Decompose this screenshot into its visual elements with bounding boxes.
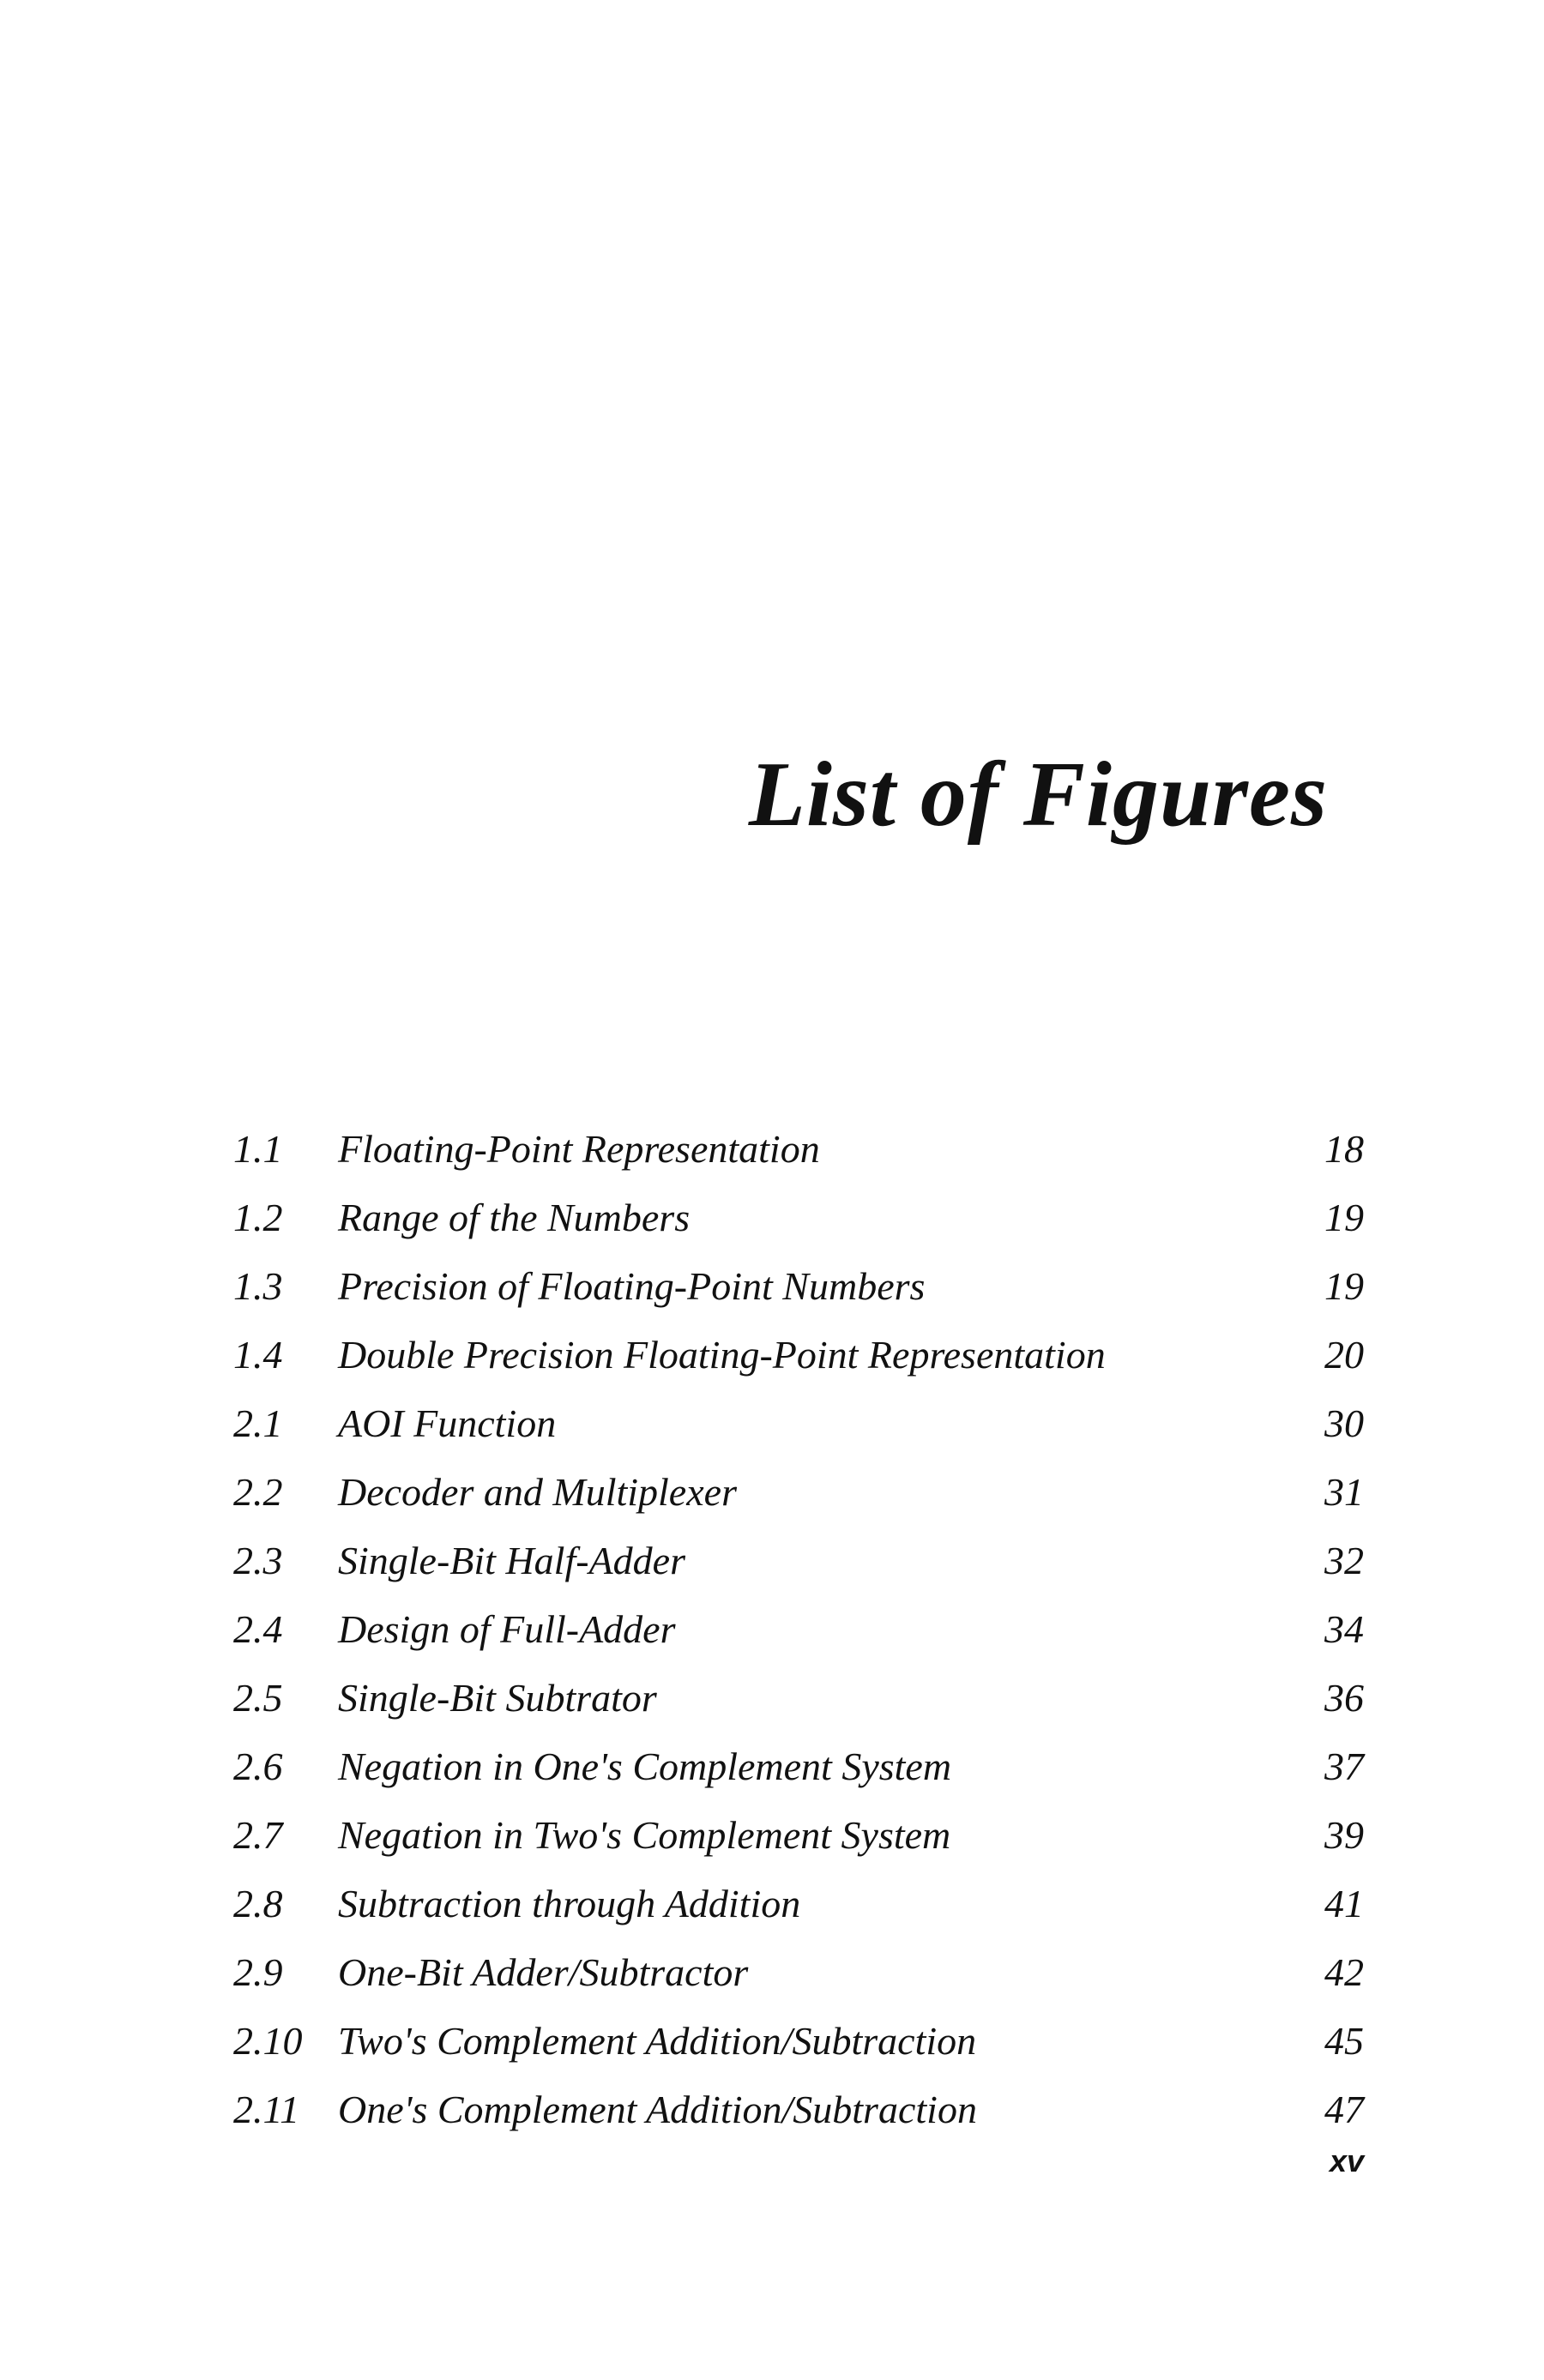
figure-entry <box>0 1527 1544 1595</box>
figure-title: Double Precision Floating-Point Representation <box>338 1333 1106 1377</box>
figure-entry <box>0 1664 1544 1732</box>
figure-title: Precision of Floating-Point Numbers <box>338 1264 926 1308</box>
figure-number: 2.6 <box>233 1744 283 1788</box>
figure-title: Single-Bit Subtrator <box>338 1676 657 1720</box>
figure-entry <box>0 1732 1544 1801</box>
figure-list <box>0 1115 1544 2144</box>
page-folio: xv <box>1329 2143 1364 2178</box>
figure-entry <box>0 1115 1544 1184</box>
figure-page-number: 32 <box>1324 1539 1364 1582</box>
figure-title: One's Complement Addition/Subtraction <box>338 2088 977 2131</box>
figure-page-number: 18 <box>1324 1127 1364 1171</box>
figure-number: 2.11 <box>233 2088 300 2131</box>
figure-title: Range of the Numbers <box>338 1196 691 1239</box>
figure-page-number: 20 <box>1324 1333 1364 1377</box>
page-title: List of Figures <box>748 744 1328 847</box>
figure-number: 2.1 <box>233 1401 283 1445</box>
figure-number: 2.5 <box>233 1676 283 1720</box>
figure-entry <box>0 1321 1544 1389</box>
figure-page-number: 41 <box>1324 1882 1364 1925</box>
figure-entry <box>0 1801 1544 1870</box>
figure-entry <box>0 2007 1544 2076</box>
figure-title: Subtraction through Addition <box>338 1882 801 1925</box>
figure-page-number: 19 <box>1324 1264 1364 1308</box>
figure-title: Single-Bit Half-Adder <box>338 1539 685 1582</box>
figure-page-number: 36 <box>1324 1676 1364 1720</box>
figure-page-number: 19 <box>1324 1196 1364 1239</box>
figure-entry <box>0 1184 1544 1252</box>
figure-title: Decoder and Multiplexer <box>338 1470 737 1514</box>
figure-page-number: 45 <box>1324 2019 1364 2063</box>
figure-number: 2.2 <box>233 1470 283 1514</box>
figure-number: 1.4 <box>233 1333 283 1377</box>
figure-page-number: 37 <box>1324 1744 1364 1788</box>
figure-entry <box>0 1595 1544 1664</box>
figure-entry <box>0 1870 1544 1938</box>
figure-title: One-Bit Adder/Subtractor <box>338 1950 749 1994</box>
figure-page-number: 47 <box>1324 2088 1364 2131</box>
figure-title: AOI Function <box>338 1401 557 1445</box>
figure-number: 2.7 <box>233 1813 283 1857</box>
figure-number: 1.2 <box>233 1196 283 1239</box>
figure-number: 2.10 <box>233 2019 303 2063</box>
figure-title: Negation in One's Complement System <box>338 1744 952 1788</box>
figure-number: 1.3 <box>233 1264 283 1308</box>
figure-entry <box>0 1458 1544 1527</box>
figure-page-number: 31 <box>1324 1470 1364 1514</box>
figure-page-number: 34 <box>1324 1607 1364 1651</box>
figure-page-number: 30 <box>1324 1401 1364 1445</box>
figure-title: Two's Complement Addition/Subtraction <box>338 2019 977 2063</box>
figure-page-number: 42 <box>1324 1950 1364 1994</box>
figure-title: Negation in Two's Complement System <box>338 1813 951 1857</box>
figure-number: 2.4 <box>233 1607 283 1651</box>
figure-entry <box>0 1938 1544 2007</box>
figure-number: 2.8 <box>233 1882 283 1925</box>
figure-number: 1.1 <box>233 1127 283 1171</box>
figure-entry <box>0 2076 1544 2144</box>
figure-entry <box>0 1252 1544 1321</box>
figure-title: Floating-Point Representation <box>338 1127 820 1171</box>
figure-number: 2.3 <box>233 1539 283 1582</box>
figure-number: 2.9 <box>233 1950 283 1994</box>
figure-page-number: 39 <box>1324 1813 1364 1857</box>
figure-title: Design of Full-Adder <box>338 1607 676 1651</box>
figure-entry <box>0 1389 1544 1458</box>
